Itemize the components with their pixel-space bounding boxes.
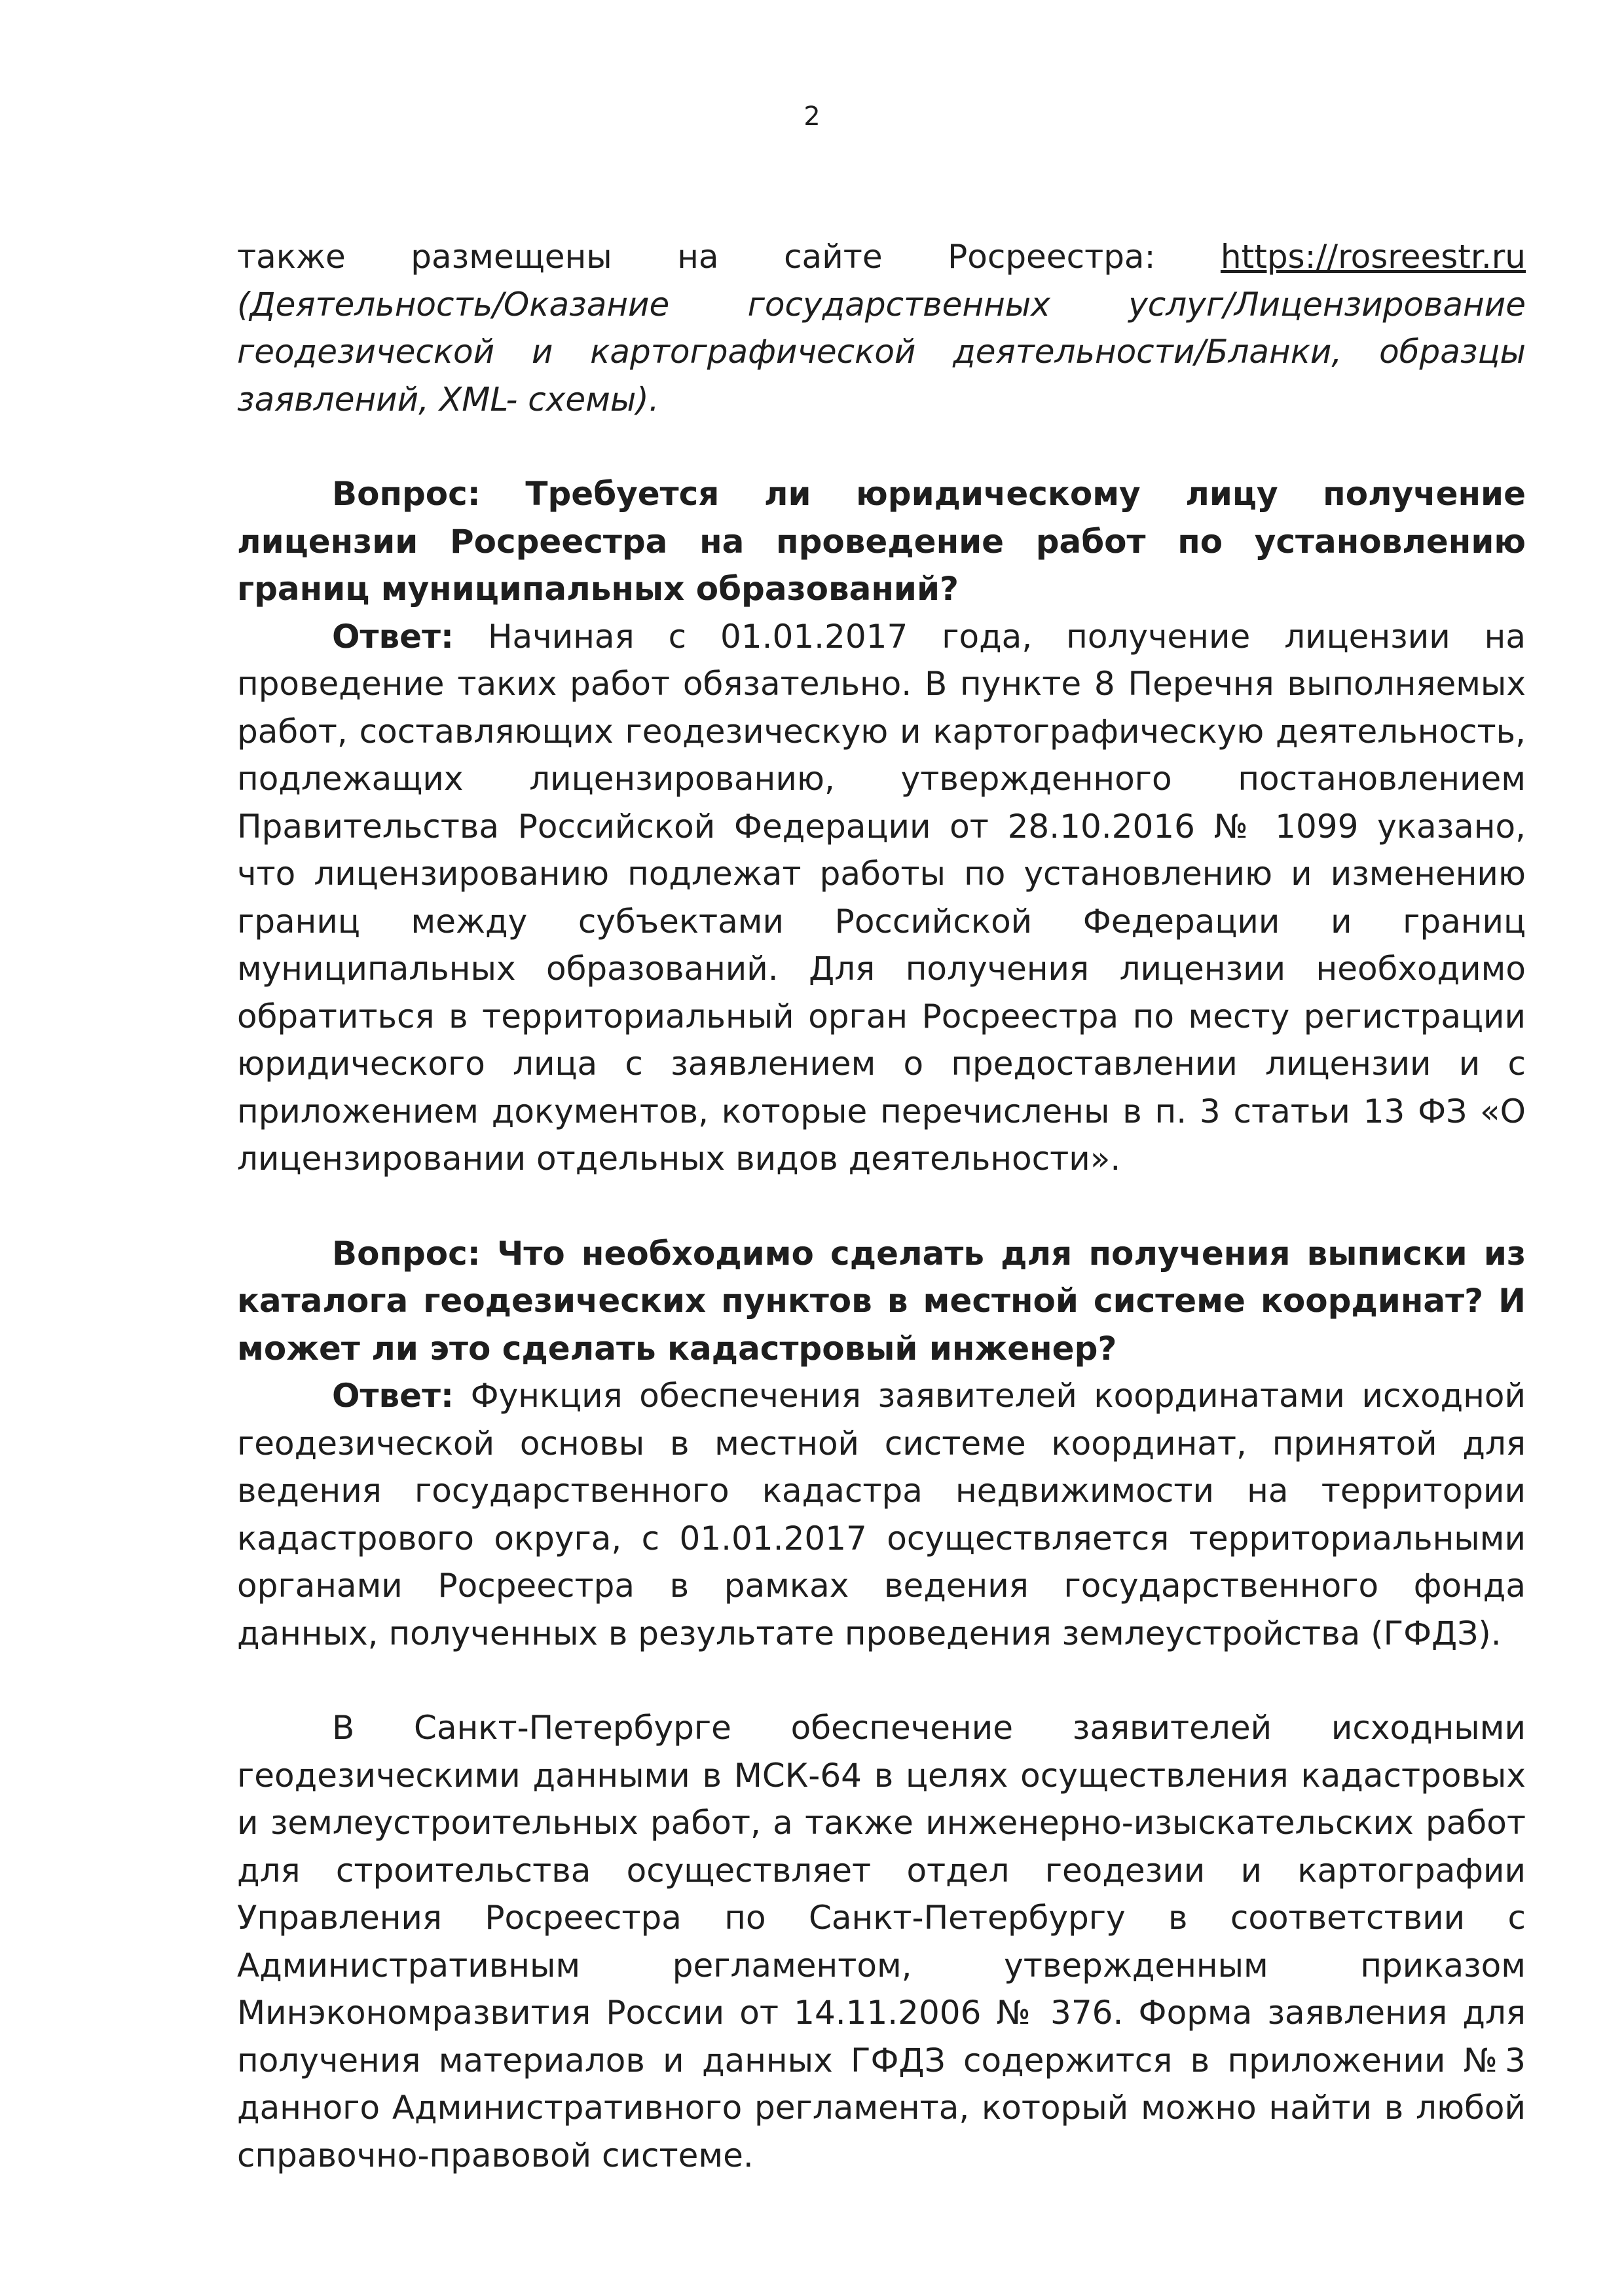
question-1: Вопрос: Требуется ли юридическому лицу получение лицензии Росреестра на проведение работ по установлению границ муниципальных образований? bbox=[237, 475, 1526, 608]
intro-text: также размещены на сайте Росреестра: bbox=[237, 238, 1221, 276]
answer-1-text: Начиная с 01.01.2017 года, получение лицензии на проведение таких работ обязательно. В пункте 8 Перечня выполняемых работ, составляющих геодезическую и картографическую деятельность, подлежащих лицензированию, утвержденного постановлением Правительства Российской Федерации от 28.10.2016 № 1099 указано, что лицензированию подлежат работы по установлению и изменению границ между субъектами Российской Федерации и границ муниципальных образований. Для получения лицензии необходимо обратиться в территориальный орган Росреестра по месту регистрации юридического лица с заявлением о предоставлении лицензии и с приложением документов, которые перечислены в п. 3 статьи 13 ФЗ «О лицензировании отдельных видов деятельности». bbox=[237, 617, 1526, 1178]
spacer bbox=[237, 1657, 1526, 1704]
rosreestr-link[interactable]: https://rosreestr.ru bbox=[1220, 238, 1526, 276]
spacer bbox=[237, 1183, 1526, 1230]
document-body bbox=[237, 233, 1526, 2179]
answer-2 bbox=[237, 1372, 1526, 1657]
answer-2-label: Ответ: bbox=[332, 1377, 454, 1415]
spacer bbox=[237, 423, 1526, 470]
final-paragraph: В Санкт-Петербурге обеспечение заявителей исходными геодезическими данными в МСК-64 в целях осуществления кадастровых и землеустроительных работ, а также инженерно-изыскательских работ для строительства осуществляет отдел геодезии и картографии Управления Росреестра по Санкт-Петербургу в соответствии с Административным регламентом, утвержденным приказом Минэкономразвития России от 14.11.2006 № 376. Форма заявления для получения материалов и данных ГФДЗ содержится в приложении №3 данного Административного регламента, который можно найти в любой справочно-правовой системе. bbox=[237, 1709, 1526, 2174]
page-number: 2 bbox=[803, 102, 821, 132]
answer-1-label: Ответ: bbox=[332, 617, 454, 656]
answer-1 bbox=[237, 613, 1526, 1183]
intro-path-text: (Деятельность/Оказание государственных услуг/Лицензирование геодезической и картографической деятельности/Бланки, образцы заявлений, XML- схемы). bbox=[237, 285, 1526, 419]
intro-paragraph bbox=[237, 233, 1526, 423]
answer-2-text: Функция обеспечения заявителей координатами исходной геодезической основы в местной системе координат, принятой для ведения государственного кадастра недвижимости на территории кадастрового округа, с 01.01.2017 осуществляется территориальными органами Росреестра в рамках ведения государственного фонда данных, полученных в результате проведения землеустройства (ГФДЗ). bbox=[237, 1377, 1526, 1652]
question-2: Вопрос: Что необходимо сделать для получения выписки из каталога геодезических пунктов в местной системе координат? И может ли это сделать кадастровый инженер? bbox=[237, 1234, 1526, 1368]
